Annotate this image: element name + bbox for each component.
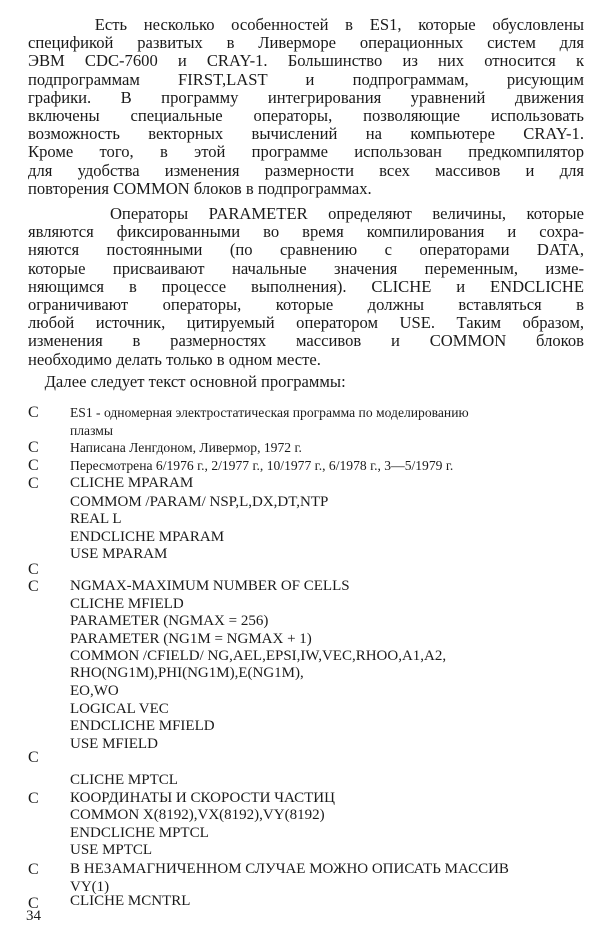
code-text: CLICHE MPARAM <box>70 475 194 491</box>
code-line <box>0 665 614 682</box>
code-line <box>0 613 614 630</box>
code-line <box>0 807 614 824</box>
code-line <box>0 529 614 546</box>
code-line <box>0 683 614 700</box>
text-line: Есть несколько особенностей в ES1, которые обусловлены <box>28 16 584 34</box>
code-line <box>0 511 614 528</box>
code-text: КООРДИНАТЫ И СКОРОСТИ ЧАСТИЦ <box>70 790 335 806</box>
code-line <box>0 842 614 859</box>
text-line: подпрограммам FIRST,LAST и подпрограммам, рисующим <box>28 70 584 89</box>
text-line: повторения COMMON блоков в подпрограммах. <box>28 179 372 198</box>
code-text: CLICHE MCNTRL <box>70 893 191 909</box>
code-line <box>0 422 614 439</box>
text-line: возможность векторных вычислений на компьютере CRAY-1. <box>28 125 584 144</box>
code-line <box>0 861 614 878</box>
text-line: няющимся в процессе выполнения). CLICHE и ENDCLICHE <box>28 277 584 296</box>
code-text: ENDCLICHE MPTCL <box>70 825 209 841</box>
comment-marker: C <box>28 749 39 766</box>
code-text: NGMAX-MAXIMUM NUMBER OF CELLS <box>70 578 350 594</box>
code-text: PARAMETER (NG1M = NGMAX + 1) <box>70 631 312 647</box>
code-line <box>0 457 614 474</box>
text-line: спецификой развитых в Ливерморе операционных систем для <box>28 34 584 53</box>
paragraph-parameter-operators <box>28 205 584 369</box>
code-line <box>0 893 614 910</box>
code-text: COMMOM /PARAM/ NSP,L,DX,DT,NTP <box>70 494 329 510</box>
text-line: включены специальные операторы, позволяющие использовать <box>28 107 584 126</box>
code-line <box>0 648 614 665</box>
text-line: няются постоянными (по сравнению с операторами DATA, <box>28 241 584 260</box>
comment-marker: C <box>28 475 39 492</box>
code-line <box>0 475 614 492</box>
text-line: Далее следует текст основной программы: <box>28 373 346 391</box>
code-text: COMMON /CFIELD/ NG,AEL,EPSI,IW,VEC,RHOO,A1,A2, <box>70 648 447 664</box>
text-line: являются фиксированными во время компилирования и сохра- <box>28 223 584 242</box>
code-text: CLICHE MFIELD <box>70 596 184 612</box>
text-line: Операторы PARAMETER определяют величины, которые <box>28 205 584 223</box>
code-line <box>0 561 614 578</box>
text-line: для удобства изменения размерности всех массивов и для <box>28 161 584 180</box>
code-line <box>0 790 614 807</box>
code-line <box>0 825 614 842</box>
code-text: ENDCLICHE MFIELD <box>70 718 215 734</box>
text-line: Кроме того, в этой программе использован предкомпилятор <box>28 143 584 162</box>
code-text: USE MPARAM <box>70 546 168 562</box>
comment-marker: C <box>28 790 39 807</box>
page-number: 34 <box>26 908 41 924</box>
code-line <box>0 701 614 718</box>
text-line: изменения в размерностях массивов и COMMON блоков <box>28 332 584 351</box>
comment-marker: C <box>28 561 39 578</box>
code-text: PARAMETER (NGMAX = 256) <box>70 613 269 629</box>
comment-marker: C <box>28 439 39 456</box>
code-text: EO,WO <box>70 683 119 699</box>
code-text: COMMON X(8192),VX(8192),VY(8192) <box>70 807 325 823</box>
comment-marker: C <box>28 578 39 595</box>
code-line <box>0 749 614 766</box>
code-text: ENDCLICHE MPARAM <box>70 529 225 545</box>
code-line <box>0 578 614 595</box>
comment-marker: C <box>28 404 39 421</box>
comment-marker: C <box>28 895 39 912</box>
text-line: ограничивают операторы, которые должны вставляться в <box>28 296 584 315</box>
code-text: USE MPTCL <box>70 842 153 858</box>
code-text: Пересмотрена 6/1976 г., 2/1977 г., 10/1977 г., 6/1978 г., 3—5/1979 г. <box>70 458 454 473</box>
comment-marker: C <box>28 457 39 474</box>
comment-marker: C <box>28 861 39 878</box>
code-text: USE MFIELD <box>70 736 158 752</box>
code-line <box>0 404 614 421</box>
code-line <box>0 494 614 511</box>
code-text: Написана Ленгдоном, Ливермор, 1972 г. <box>70 440 302 455</box>
text-line: графики. В программу интегрирования уравнений движения <box>28 88 584 107</box>
paragraph-program-intro <box>28 373 584 391</box>
text-line: ЭВМ CDC-7600 и CRAY-1. Большинство из них относится к <box>28 52 584 71</box>
text-line: которые присваивают начальные значения переменным, изме- <box>28 259 584 278</box>
code-text: ES1 - одномерная электростатическая программа по моделированию <box>70 405 469 420</box>
code-text: VY(1) <box>70 879 110 895</box>
code-line <box>0 596 614 613</box>
code-line <box>0 772 614 789</box>
code-line <box>0 718 614 735</box>
code-text: REAL L <box>70 511 122 527</box>
code-text: LOGICAL VEC <box>70 701 169 717</box>
code-text: плазмы <box>70 423 114 438</box>
text-line: любой источник, цитируемый оператором USE. Таким образом, <box>28 314 584 333</box>
code-text: RHO(NG1M),PHI(NG1M),E(NG1M), <box>70 665 304 681</box>
text-line: необходимо делать только в одном месте. <box>28 350 321 369</box>
paragraph-es1-features <box>28 16 584 198</box>
code-text: CLICHE MPTCL <box>70 772 178 788</box>
code-line <box>0 631 614 648</box>
code-text: В НЕЗАМАГНИЧЕННОМ СЛУЧАЕ МОЖНО ОПИСАТЬ МАССИВ <box>70 861 509 877</box>
code-line <box>0 439 614 456</box>
